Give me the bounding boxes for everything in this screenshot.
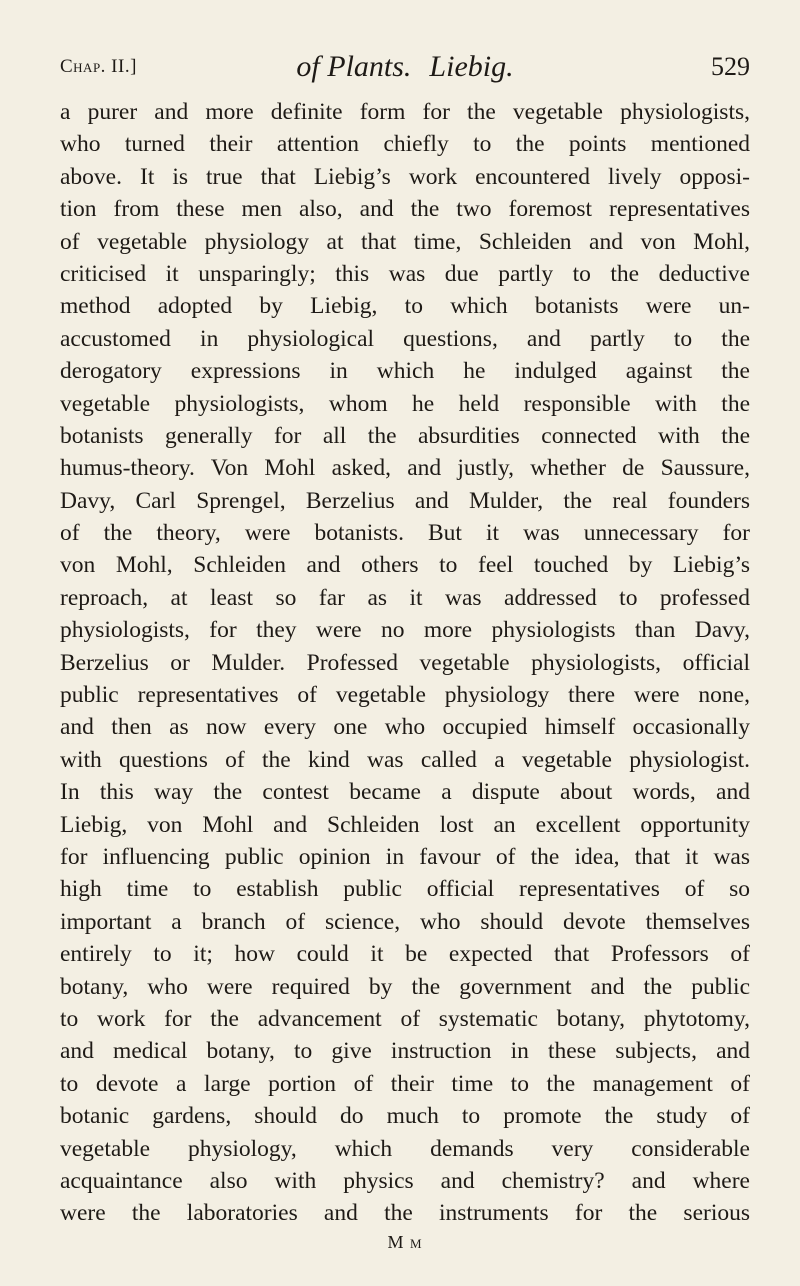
text-line: botany, who were required by the government and the public	[60, 973, 750, 1000]
text-line: vegetable physiologists, whom he held responsible with the	[60, 390, 750, 417]
text-line: humus-theory. Von Mohl asked, and justly, whether de Saussure,	[60, 455, 750, 482]
text-line: Berzelius or Mulder. Professed vegetable physiologists, official	[60, 649, 750, 676]
text-line: public representatives of vegetable physiology there were none,	[60, 682, 750, 709]
text-line: to work for the advancement of systematic botany, phytotomy,	[60, 1005, 750, 1032]
text-line: of the theory, were botanists. But it was unnecessary for	[60, 520, 750, 547]
text-line: and then as now every one who occupied himself occasionally	[60, 714, 750, 741]
text-line: high time to establish public official representatives of so	[60, 876, 750, 903]
text-line: botanists generally for all the absurdities connected with the	[60, 422, 750, 449]
text-line: acquaintance also with physics and chemistry? and where	[60, 1167, 750, 1194]
text-line: accustomed in physiological questions, and partly to the	[60, 325, 750, 352]
text-line: von Mohl, Schleiden and others to feel touched by Liebig’s	[60, 552, 750, 579]
body-text	[60, 96, 750, 1230]
text-line: vegetable physiology, which demands very considerable	[60, 1135, 750, 1162]
running-title-right: Liebig.	[429, 50, 514, 83]
text-line: derogatory expressions in which he indulged against the	[60, 358, 750, 385]
chapter-label: Chap. II.]	[60, 56, 137, 77]
running-header	[60, 50, 750, 94]
book-page	[60, 50, 750, 1253]
text-line: method adopted by Liebig, to which botanists were un-	[60, 293, 750, 320]
text-line: reproach, at least so far as it was addressed to professed	[60, 584, 750, 611]
running-title-left: of Plants.	[296, 50, 412, 83]
text-line: In this way the contest became a dispute about words, and	[60, 779, 750, 806]
text-line: entirely to it; how could it be expected that Professors of	[60, 941, 750, 968]
text-line: of vegetable physiology at that time, Schleiden and von Mohl,	[60, 228, 750, 255]
text-line: physiologists, for they were no more physiologists than Davy,	[60, 617, 750, 644]
text-line: above. It is true that Liebig’s work encountered lively opposi-	[60, 163, 750, 190]
text-line: Liebig, von Mohl and Schleiden lost an excellent opportunity	[60, 811, 750, 838]
page-number: 529	[711, 52, 750, 81]
text-line: botanic gardens, should do much to promote the study of	[60, 1103, 750, 1130]
text-line: with questions of the kind was called a vegetable physiologist.	[60, 746, 750, 773]
text-line: tion from these men also, and the two foremost representatives	[60, 196, 750, 223]
text-line: who turned their attention chiefly to the points mentioned	[60, 131, 750, 158]
text-line: important a branch of science, who should devote themselves	[60, 908, 750, 935]
text-line: criticised it unsparingly; this was due partly to the deductive	[60, 260, 750, 287]
running-title	[60, 50, 750, 84]
text-line: to devote a large portion of their time to the management of	[60, 1070, 750, 1097]
text-line: Davy, Carl Sprengel, Berzelius and Mulder, the real founders	[60, 487, 750, 514]
text-line: a purer and more definite form for the vegetable physiologists,	[60, 99, 750, 125]
signature-mark: M m	[387, 1231, 423, 1252]
text-line: were the laboratories and the instruments for the serious	[60, 1200, 750, 1227]
text-line: for influencing public opinion in favour of the idea, that it was	[60, 843, 750, 870]
text-line: and medical botany, to give instruction in these subjects, and	[60, 1038, 750, 1065]
